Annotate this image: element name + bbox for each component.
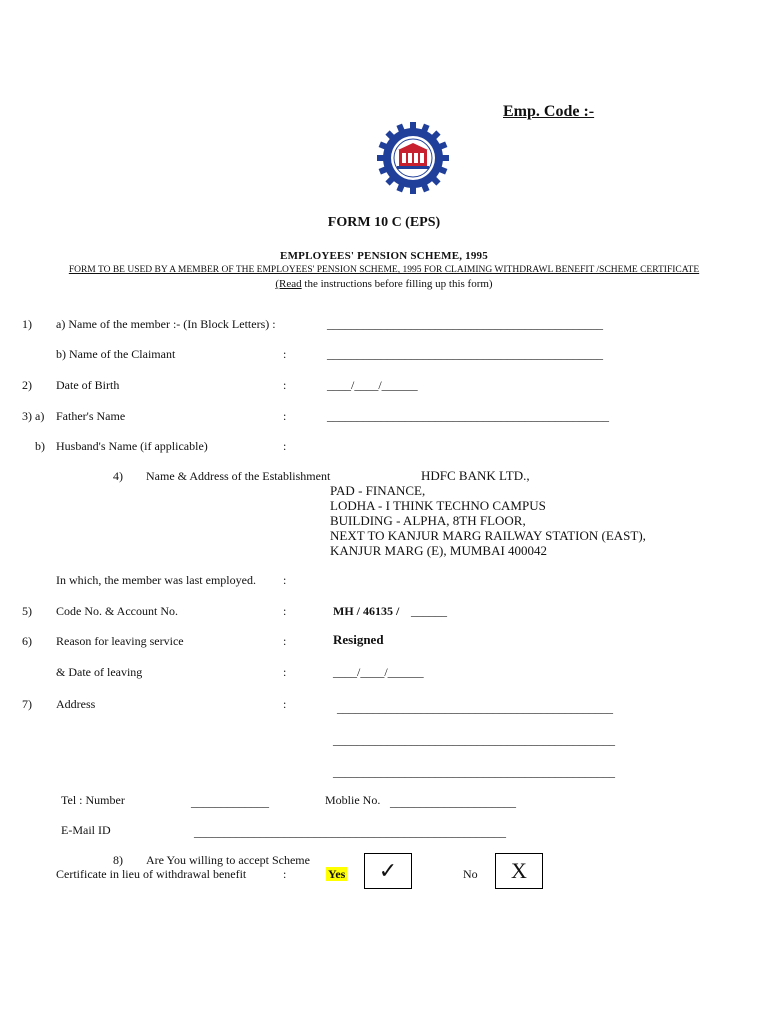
colon: :	[283, 378, 287, 392]
husband-name-label: Husband's Name (if applicable)	[56, 439, 208, 453]
leaving-date-label: & Date of leaving	[56, 665, 143, 679]
epfo-logo	[376, 121, 450, 195]
form-title: FORM 10 C (EPS)	[327, 215, 441, 230]
check-icon: ✓	[378, 858, 398, 883]
colon: :	[283, 573, 287, 587]
no-checkbox[interactable]	[495, 853, 543, 889]
field-6-number: 6)	[22, 634, 32, 648]
father-name-line[interactable]: _______________________________________________	[327, 409, 609, 423]
colon: :	[283, 347, 287, 361]
email-line[interactable]: ____________________________________________________	[194, 825, 506, 839]
instruction-line	[0, 278, 768, 290]
address-line-2[interactable]: _______________________________________________	[333, 733, 615, 747]
leaving-date-field[interactable]: ____/____/______	[333, 665, 424, 679]
cross-icon: X	[511, 858, 527, 883]
establishment-address-line: NEXT TO KANJUR MARG RAILWAY STATION (EAST),	[330, 528, 646, 543]
colon: :	[283, 697, 287, 711]
establishment-address-line: KANJUR MARG (E), MUMBAI 400042	[330, 543, 548, 558]
field-2-number: 2)	[22, 378, 32, 392]
last-employed-label: In which, the member was last employed.	[56, 573, 256, 587]
dob-field[interactable]: ____/____/______	[327, 378, 418, 392]
account-no-line[interactable]: ______	[411, 604, 447, 618]
field-3b-number: b)	[35, 439, 45, 453]
dob-label: Date of Birth	[56, 378, 120, 392]
yes-label: Yes	[328, 867, 346, 881]
mobile-label: Moblie No.	[325, 793, 381, 807]
colon: :	[283, 409, 287, 423]
tel-line[interactable]: _____________	[191, 795, 269, 809]
address-line-1[interactable]: ______________________________________________	[337, 701, 613, 715]
member-name-label: a) Name of the member :- (In Block Letters) :	[56, 317, 276, 331]
address-line-3[interactable]: _______________________________________________	[333, 765, 615, 779]
field-7-number: 7)	[22, 697, 32, 711]
field-5-number: 5)	[22, 604, 32, 618]
emp-code-label: Emp. Code :-	[503, 103, 595, 120]
establishment-address-line: PAD - FINANCE,	[330, 483, 426, 498]
member-name-line[interactable]: ______________________________________________	[327, 317, 603, 331]
colon: :	[283, 634, 287, 648]
establishment-label: Name & Address of the Establishment	[146, 469, 331, 483]
establishment-address-line: BUILDING - ALPHA, 8TH FLOOR,	[330, 513, 526, 528]
instruction-rest: the instructions before filling up this form)	[301, 278, 493, 290]
colon: :	[283, 604, 287, 618]
establishment-address-line: LODHA - I THINK TECHNO CAMPUS	[330, 498, 546, 513]
account-no-label: Code No. & Account No.	[56, 604, 178, 618]
field-8-number: 8)	[113, 853, 123, 867]
form-subtitle: FORM TO BE USED BY A MEMBER OF THE EMPLOYEES' PENSION SCHEME, 1995 FOR CLAIMING WITHDRAWL BENEFIT /SCHEME CERTIFICATE	[68, 265, 700, 275]
colon: :	[283, 867, 287, 881]
scheme-title: EMPLOYEES' PENSION SCHEME, 1995	[280, 250, 488, 262]
establishment-address-line: HDFC BANK LTD.,	[421, 468, 530, 483]
leaving-reason-value: Resigned	[333, 632, 384, 647]
mobile-line[interactable]: _____________________	[390, 795, 516, 809]
claimant-name-line[interactable]: ______________________________________________	[327, 347, 603, 361]
field-3-number: 3) a)	[22, 409, 45, 423]
tel-label: Tel : Number	[61, 793, 125, 807]
account-no-value: MH / 46135 /	[333, 604, 400, 618]
field-4-number: 4)	[113, 469, 123, 483]
read-word: (Read	[275, 278, 302, 290]
accept-scheme-label: Are You willing to accept Scheme	[146, 853, 310, 867]
claimant-name-label: b) Name of the Claimant	[56, 347, 176, 361]
leaving-reason-label: Reason for leaving service	[56, 634, 184, 648]
accept-scheme-label-2: Certificate in lieu of withdrawal benefit	[56, 867, 247, 881]
email-label: E-Mail ID	[61, 823, 111, 837]
address-label: Address	[56, 697, 96, 711]
colon: :	[283, 439, 287, 453]
father-name-label: Father's Name	[56, 409, 126, 423]
field-1-number: 1)	[22, 317, 32, 331]
yes-checkbox[interactable]	[364, 853, 412, 889]
colon: :	[283, 665, 287, 679]
no-label: No	[463, 867, 478, 881]
